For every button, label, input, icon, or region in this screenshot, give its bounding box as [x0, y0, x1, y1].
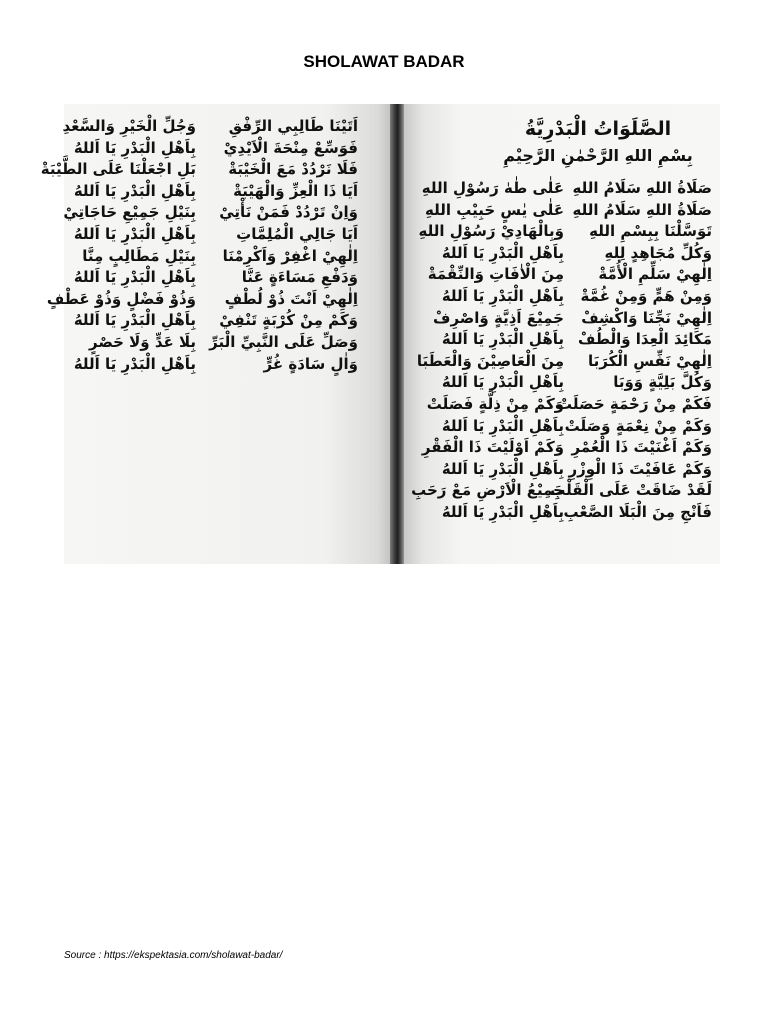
verse-line: اَيَا ذَا الْعِزِّ وَالْهَيْبَةْ — [233, 181, 358, 200]
verse-line: بِاَهْلِ الْبَدْرِ يَا اَللهُ — [441, 502, 564, 521]
verse-line: وَبِالْهَادِيْ رَسُوْلِ اللهِ — [418, 222, 564, 241]
verse-line: فَكَمْ مِنْ رَحْمَةٍ حَصَلَتْ — [557, 394, 712, 413]
verse-line: اِلٰهِيْ اَنْتَ ذُوْ لُطْفٍ — [224, 289, 358, 308]
verse-line: بِلَا عَدٍّ وَلَا حَصْرٍ — [88, 332, 196, 351]
sholawat-heading: الصَّلَوَاتُ الْبَدْرِيَّةُ — [524, 118, 672, 140]
verse-line: وَكَمْ مِنْ ذِلَّةٍ فَصَلَتْ — [426, 394, 564, 413]
verse-line: فَاَنْجِ مِنَ الْبَلَا الصَّعْبِ — [563, 502, 712, 521]
verse-line: صَلَاةُ اللهِ سَلَامُ اللهِ — [572, 200, 712, 219]
document-title: SHOLAWAT BADAR — [303, 52, 465, 71]
right-page-column-outer — [550, 178, 712, 524]
verse-line: بِنَيْلِ مَطَالِبٍ مِنَّا — [82, 246, 196, 265]
verse-line: لَقَدْ ضَاقَتْ عَلَى الْقَلْبِ — [550, 481, 712, 500]
verse-line: مِنَ الْعَاصِيْنَ وَالْعَطَبَا — [416, 351, 564, 370]
verse-line: وَاِنْ تَرْدُدْ فَمَنْ نَأْتِيْ — [219, 203, 358, 222]
verse-line: بِاَهْلِ الْبَدْرِ يَا اَللهُ — [73, 224, 196, 243]
verse-line: بِاَهْلِ الْبَدْرِ يَا اَللهُ — [441, 459, 564, 478]
verse-line: وَكَمْ اَوْلَيْتَ ذَا الْفَقْرِ — [421, 438, 564, 457]
left-book-page — [40, 104, 390, 564]
verse-line: بِاَهْلِ الْبَدْرِ يَا اَللهُ — [73, 354, 196, 373]
verse-line: وَكَمْ اَغْنَيْتَ ذَا الْعُمْرِ — [571, 438, 712, 457]
verse-line: بِاَهْلِ الْبَدْرِ يَا اَللهُ — [73, 181, 196, 200]
verse-line: فَلَا نَرْدُدْ مَعَ الْخَيْبَةْ — [228, 160, 358, 179]
verse-line: تَوَسَّلْنَا بِبِسْمِ اللهِ — [589, 222, 712, 241]
verse-line: وَكُلِّ مُجَاهِدٍ لِلهِ — [604, 243, 712, 262]
verse-line: اِلٰهِيْ نَفِّسِ الْكُرَبَا — [587, 351, 712, 370]
verse-line: بِاَهْلِ الْبَدْرِ يَا اَللهُ — [441, 243, 564, 262]
verse-line: وَجُلِّ الْخَيْرِ وَالسَّعْدِ — [62, 117, 196, 135]
book-spine — [390, 104, 404, 564]
verse-line: اَيَا جَالِي الْمُلِمَّاتِ — [236, 224, 358, 243]
verse-line: وَمِنْ هَمٍّ وَمِنْ غُمَّةْ — [580, 286, 712, 305]
basmala-line: بِسْمِ اللهِ الرَّحْمٰنِ الرَّحِيْمِ — [503, 146, 693, 165]
verse-line: وَاٰلٍ سَادَةٍ غُرٍّ — [263, 354, 358, 373]
verse-line: وَذُوْ فَضْلٍ وَذُوْ عَطْفٍ — [46, 289, 196, 308]
verse-line: بِاَهْلِ الْبَدْرِ يَا اَللهُ — [441, 330, 564, 349]
left-page-column-outer — [40, 116, 196, 375]
verse-line: عَلٰى طٰهٰ رَسُوْلِ اللهِ — [421, 179, 564, 197]
verse-line: وَكُلَّ بَلِيَّةٍ وَوَبَا — [613, 373, 712, 392]
verse-line: عَلٰى يٰسٍ حَبِيْبِ اللهِ — [425, 200, 564, 219]
verse-line: مَكَائِدَ الْعِدَا وَالْطُفْ — [577, 330, 712, 349]
verse-line: اَتَيْنَا طَالِبِي الرِّفْقِ — [228, 117, 358, 135]
verse-line: مِنَ الْاٰفَاتِ وَالنِّقْمَةْ — [427, 265, 564, 284]
verse-line: جَمِيْعَ اَذِيَّةٍ وَاصْرِفْ — [433, 308, 564, 327]
verse-line: بَلِ اجْعَلْنَا عَلَى الطَّيْبَةْ — [40, 160, 196, 179]
left-page-column-inner — [209, 116, 358, 375]
verse-line: وَكَمْ مِنْ نِعْمَةٍ وَصَلَتْ — [564, 416, 712, 435]
verse-line: جَمِيْعُ الْاَرْضِ مَعْ رَحَبِ — [411, 481, 564, 500]
verse-line: اِلٰهِيْ اغْفِرْ وَاَكْرِمْنَا — [222, 246, 358, 265]
verse-line: بِنَيْلِ جَمِيْعِ حَاجَاتِيْ — [63, 203, 196, 222]
verse-line: اِلٰهِيْ نَجِّنَا وَاكْشِفْ — [581, 308, 712, 327]
verse-line: اِلٰهِيْ سَلِّمِ الْأُمَّةْ — [598, 265, 712, 284]
verse-line: بِاَهْلِ الْبَدْرِ يَا اَللهُ — [73, 268, 196, 287]
verse-line: بِاَهْلِ الْبَدْرِ يَا اَللهُ — [441, 416, 564, 435]
verse-line: صَلَاةُ اللهِ سَلَامُ اللهِ — [572, 179, 712, 197]
scanned-book-image — [40, 104, 720, 564]
verse-line: فَوَسِّعْ مِنْحَةَ الْاَيْدِيْ — [223, 138, 358, 157]
verse-line: وَكَمْ عَافَيْتَ ذَا الْوِزْرِ — [568, 459, 712, 478]
verse-line: بِاَهْلِ الْبَدْرِ يَا اَللهُ — [73, 311, 196, 330]
right-page-column-inner — [411, 178, 564, 524]
verse-line: وَكَمْ مِنْ كُرْبَةٍ تَنْفِيْ — [219, 311, 358, 330]
source-citation: Source : https://ekspektasia.com/sholawat-badar/ — [64, 950, 283, 961]
verse-line: بِاَهْلِ الْبَدْرِ يَا اَللهُ — [441, 373, 564, 392]
verse-line: بِاَهْلِ الْبَدْرِ يَا اَللهُ — [441, 286, 564, 305]
verse-line: وَصَلِّ عَلَى النَّبِيِّ الْبَرِّ — [209, 332, 358, 351]
verse-line: وَدَفْعِ مَسَاءَةٍ عَنَّا — [241, 268, 358, 287]
verse-line: بِاَهْلِ الْبَدْرِ يَا اَللهُ — [73, 138, 196, 157]
